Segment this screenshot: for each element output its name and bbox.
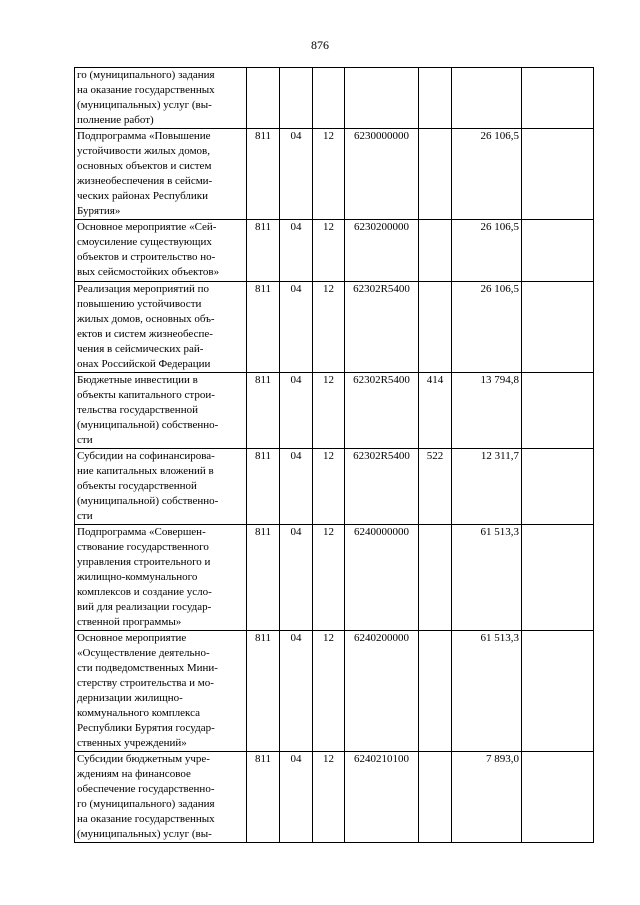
amount: 7 893,0 [452,752,522,843]
page-number: 876 [311,38,329,52]
table-row [75,373,594,449]
row-description: Бюджетные инвестиции в объекты капитального строи- тельства государственной (муниципальной) собственно- сти [75,373,247,449]
table-row [75,68,594,129]
target-article-code: 6240200000 [345,631,419,752]
expense-type-code [419,525,452,631]
target-article-code: 62302R5400 [345,282,419,373]
ministry-code: 811 [247,220,280,282]
extra-column [522,449,594,525]
expense-type-code [419,752,452,843]
extra-column [522,631,594,752]
section-code: 04 [280,282,313,373]
expense-type-code [419,129,452,220]
expense-type-code [419,282,452,373]
budget-table [74,67,594,843]
extra-column [522,68,594,129]
amount: 12 311,7 [452,449,522,525]
row-description: Основное мероприятие «Сей- смоусиление существующих объектов и строительство но- вых сейсмостойких объектов» [75,220,247,282]
expense-type-code [419,631,452,752]
ministry-code: 811 [247,525,280,631]
expense-type-code [419,220,452,282]
section-code: 04 [280,220,313,282]
subsection-code: 12 [313,525,345,631]
extra-column [522,282,594,373]
ministry-code: 811 [247,129,280,220]
ministry-code: 811 [247,752,280,843]
extra-column [522,752,594,843]
subsection-code: 12 [313,282,345,373]
table-row [75,631,594,752]
table-row [75,449,594,525]
section-code: 04 [280,373,313,449]
expense-type-code: 414 [419,373,452,449]
expense-type-code [419,68,452,129]
row-description: го (муниципального) задания на оказание государственных (муниципальных) услуг (вы- полнение работ) [75,68,247,129]
table-row [75,220,594,282]
subsection-code: 12 [313,129,345,220]
amount: 26 106,5 [452,282,522,373]
extra-column [522,525,594,631]
ministry-code [247,68,280,129]
row-description: Субсидии бюджетным учре- ждениям на финансовое обеспечение государственно- го (муниципального) задания на оказание государственных (муниципальных) услуг (вы- [75,752,247,843]
target-article-code: 6230000000 [345,129,419,220]
subsection-code: 12 [313,631,345,752]
amount: 13 794,8 [452,373,522,449]
table-row [75,525,594,631]
table-row [75,752,594,843]
extra-column [522,373,594,449]
ministry-code: 811 [247,631,280,752]
ministry-code: 811 [247,373,280,449]
section-code [280,68,313,129]
section-code: 04 [280,129,313,220]
row-description: Реализация мероприятий по повышению устойчивости жилых домов, основных объ- ектов и систем жизнеобеспе- чения в сейсмических рай- онах Российской Федерации [75,282,247,373]
amount: 61 513,3 [452,525,522,631]
subsection-code [313,68,345,129]
ministry-code: 811 [247,449,280,525]
target-article-code: 62302R5400 [345,373,419,449]
section-code: 04 [280,752,313,843]
target-article-code: 62302R5400 [345,449,419,525]
amount [452,68,522,129]
subsection-code: 12 [313,752,345,843]
extra-column [522,129,594,220]
subsection-code: 12 [313,373,345,449]
subsection-code: 12 [313,220,345,282]
target-article-code: 6240210100 [345,752,419,843]
subsection-code: 12 [313,449,345,525]
section-code: 04 [280,449,313,525]
row-description: Подпрограмма «Совершен- ствование государственного управления строительного и жилищно-коммунального комплексов и создание усло- вий для реализации государ- ственной программы» [75,525,247,631]
row-description: Подпрограмма «Повышение устойчивости жилых домов, основных объектов и систем жизнеобеспечения в сейсми- ческих районах Республики Бурятия» [75,129,247,220]
target-article-code: 6240000000 [345,525,419,631]
section-code: 04 [280,631,313,752]
target-article-code [345,68,419,129]
row-description: Субсидии на софинансирова- ние капитальных вложений в объекты государственной (муниципальной) собственно- сти [75,449,247,525]
amount: 26 106,5 [452,220,522,282]
row-description: Основное мероприятие «Осуществление деятельно- сти подведомственных Мини- стерству строительства и мо- дернизации жилищно- коммунального комплекса Республики Бурятия государ- ственных учреждений» [75,631,247,752]
section-code: 04 [280,525,313,631]
table-row [75,129,594,220]
table-row [75,282,594,373]
expense-type-code: 522 [419,449,452,525]
amount: 61 513,3 [452,631,522,752]
extra-column [522,220,594,282]
amount: 26 106,5 [452,129,522,220]
ministry-code: 811 [247,282,280,373]
target-article-code: 6230200000 [345,220,419,282]
